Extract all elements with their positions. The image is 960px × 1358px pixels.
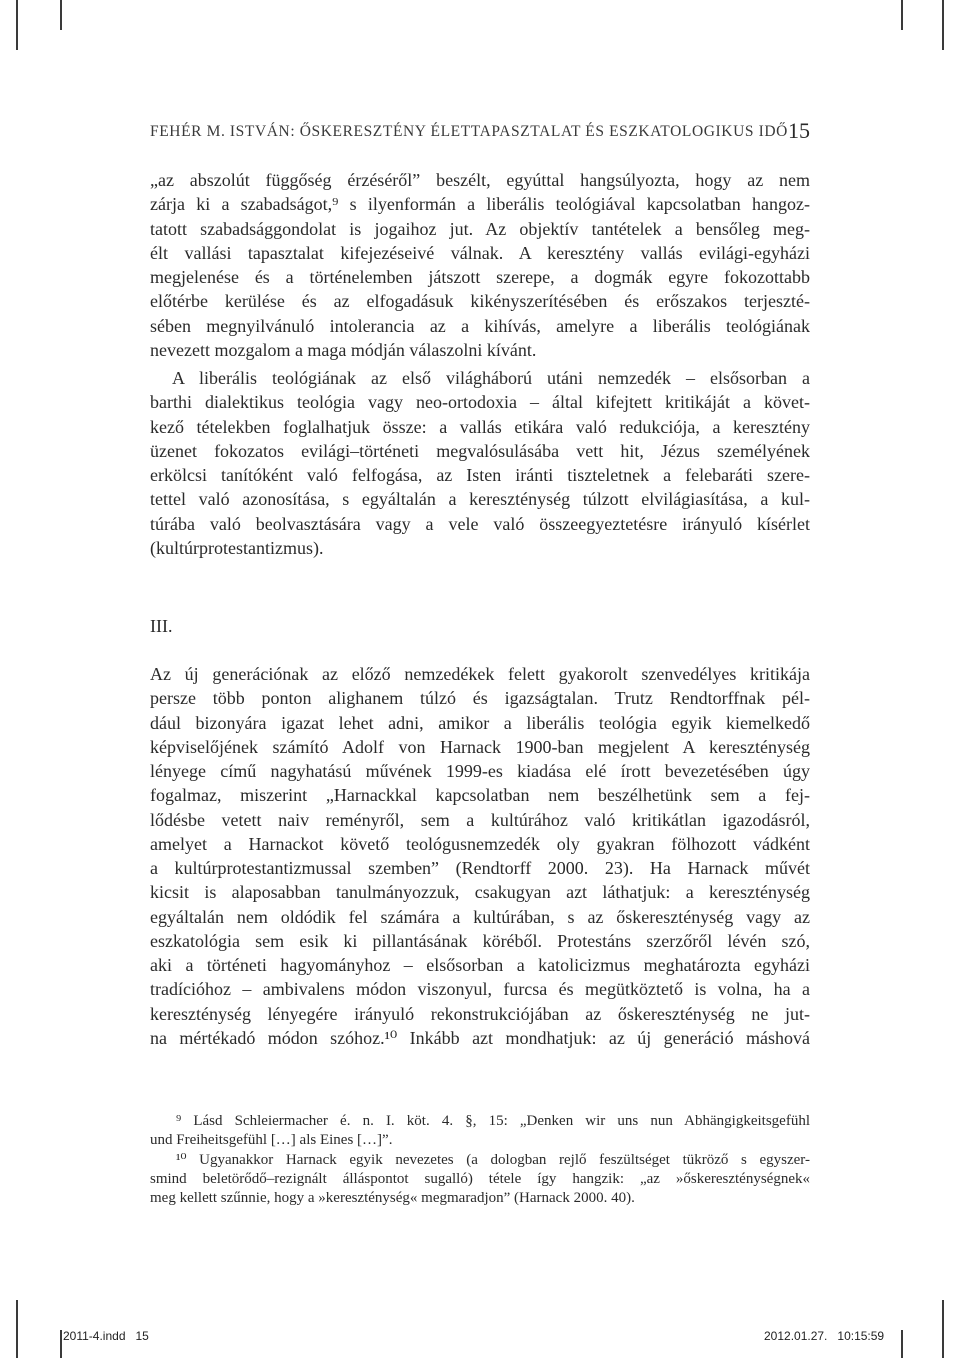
slug-file: 2011-4.indd 15: [63, 1329, 149, 1343]
text-line: tettel való azonosítása, s egyáltalán a kereszténység túlzott elvilágiasítása, a kul-: [150, 489, 810, 510]
paragraph-2: [150, 366, 810, 560]
crop-mark-bottom-left-inner: [60, 1330, 62, 1358]
text-line: na mértékadó módon szóhoz.¹⁰ Inkább azt mondhatjuk: az új generáció máshová: [150, 1027, 810, 1048]
footnote-line: meg kellett szűnnie, hogy a »kereszténység« megmaradjon” (Harnack 2000. 40).: [150, 1190, 635, 1206]
text-line: „az abszolút függőség érzéséről” beszélt, egyúttal hangsúlyozta, hogy az nem: [150, 170, 810, 190]
crop-mark-bottom-right-inner: [901, 1330, 903, 1358]
paragraph-1: [150, 168, 810, 362]
text-line: tatott szabadsággondolat is jogaihoz jut. Az objektív tantételek a bensőleg meg-: [150, 218, 810, 239]
running-head: FEHÉR M. ISTVÁN: ŐSKERESZTÉNY ÉLETTAPASZTALAT ÉS ESZKATOLOGIKUS IDŐ: [150, 123, 788, 140]
text-line: a kultúrprotestantizmussal szemben” (Rendtorff 2000. 23). Ha Harnack művét: [150, 858, 810, 878]
text-line: megjelenése és a történelemben játszott szerepe, a dogmák egyre fokozottabb: [150, 267, 810, 287]
text-line: túrába való beolvasztására vagy a vele való összeegyeztetésre irányuló kísérlet: [150, 513, 810, 534]
text-line: eszkatológia sem esik ki pillantásának köréből. Protestáns szerzőről lévén szó,: [150, 930, 810, 951]
crop-mark-top-right: [942, 0, 944, 50]
text-line: kicsit is alaposabban tanulmányozzuk, csakugyan azt láthatjuk: a kereszténység: [150, 882, 810, 903]
footnote-line: und Freiheitsgefühl […] als Eines […]”.: [150, 1132, 393, 1148]
text-line: A liberális teológiának az első világháború utáni nemzedék – elsősorban a: [172, 368, 810, 388]
text-line: dául bizonyára igazat lehet adni, amikor a liberális teológia egyik kiemelkedő: [150, 712, 810, 733]
text-line: előtérbe kerülése és az elfogadásuk kikényszerítésében és erőszakos terjeszté-: [150, 291, 810, 312]
paragraph-3: [150, 662, 810, 1050]
text-line: amelyet a Harnackot követő teológusnemzedék oly gyakran fölhozott vádként: [150, 833, 810, 854]
text-line: barthi dialektikus teológia vagy neo-ortodoxia – által kifejtett kritikáját a követ-: [150, 392, 810, 413]
text-line: zárja ki a szabadságot,⁹ s ilyenformán a liberális teológiával kapcsolatban hangoz-: [150, 194, 810, 215]
page-number: 15: [788, 118, 810, 143]
text-line: kező tételekben foglalhatjuk össze: a vallás etikára való redukciója, a keresztény: [150, 416, 810, 437]
text-line: lényege című nagyhatású művének 1999-es kiadása elé írott bevezetésében úgy: [150, 761, 810, 781]
crop-mark-bottom-right: [942, 1300, 944, 1358]
footnote-9: [150, 1112, 810, 1150]
crop-mark-bottom-left: [16, 1300, 18, 1358]
text-line: (kultúrprotestantizmus).: [150, 537, 324, 558]
text-line: lődésbe vetett naiv reményről, sem a kultúrához való kritikátlan igazodásról,: [150, 809, 810, 830]
footnote-10: [150, 1151, 810, 1208]
crop-mark-top-left-inner: [60, 0, 62, 30]
text-line: nevezett mozgalom a maga módján válaszolni kívánt.: [150, 339, 537, 360]
crop-mark-top-right-inner: [901, 0, 903, 30]
text-line: egyáltalán nem oldódik fel számára a kultúrában, s az őskereszténység vagy az: [150, 906, 810, 927]
section-heading: III.: [150, 616, 173, 636]
text-line: tradícióhoz – ambivalens módon viszonyul, furcsa és megütköztető is volna, ha a: [150, 979, 810, 1000]
crop-mark-top-left: [16, 0, 18, 50]
text-line: kereszténység lényegére irányuló rekonstrukciójában az őskereszténység ne jut-: [150, 1003, 810, 1024]
footnote-line: ¹⁰ Ugyanakkor Harnack egyik nevezetes (a dologban rejlő feszültséget tükröző s egyszer-: [176, 1152, 810, 1168]
text-line: fogalmaz, miszerint „Harnackkal kapcsolatban nem beszélhetünk sem a fej-: [150, 785, 810, 806]
text-line: képviselőjének számító Adolf von Harnack 1900-ban megjelent A kereszténység: [150, 736, 810, 757]
text-line: persze több ponton alighanem túlzó és igazságtalan. Trutz Rendtorffnak pél-: [150, 688, 810, 709]
footnote-line: ⁹ Lásd Schleiermacher é. n. I. köt. 4. §, 15: „Denken wir uns nun Abhängigkeitsgefühl: [176, 1113, 810, 1129]
text-line: sében megnyilvánuló intolerancia az a kihívás, amelyre a liberális teológiának: [150, 315, 810, 336]
slug-datetime: 2012.01.27. 10:15:59: [764, 1329, 885, 1343]
text-line: Az új generációnak az előző nemzedékek felett gyakorolt szenvedélyes kritikája: [150, 664, 810, 684]
text-line: erkölcsi tanítóként való felfogása, az Isten iránti tiszteletnek a felebaráti szere-: [150, 465, 810, 485]
text-line: aki a történeti hagyományhoz – elsősorban a katolicizmus meghatározta egyházi: [150, 955, 810, 975]
text-line: üzenet fokozatos evilági–történeti megvalósulásába vett hit, Jézus személyének: [150, 440, 810, 461]
text-line: élt vallási tapasztalat kifejezéseivé válnak. A keresztény vallás evilági-egyházi: [150, 242, 810, 263]
footnote-line: smind beletörődő–rezignált álláspontot sugalló) tétele így hangzik: „az »őskereszténységnek«: [150, 1171, 810, 1187]
